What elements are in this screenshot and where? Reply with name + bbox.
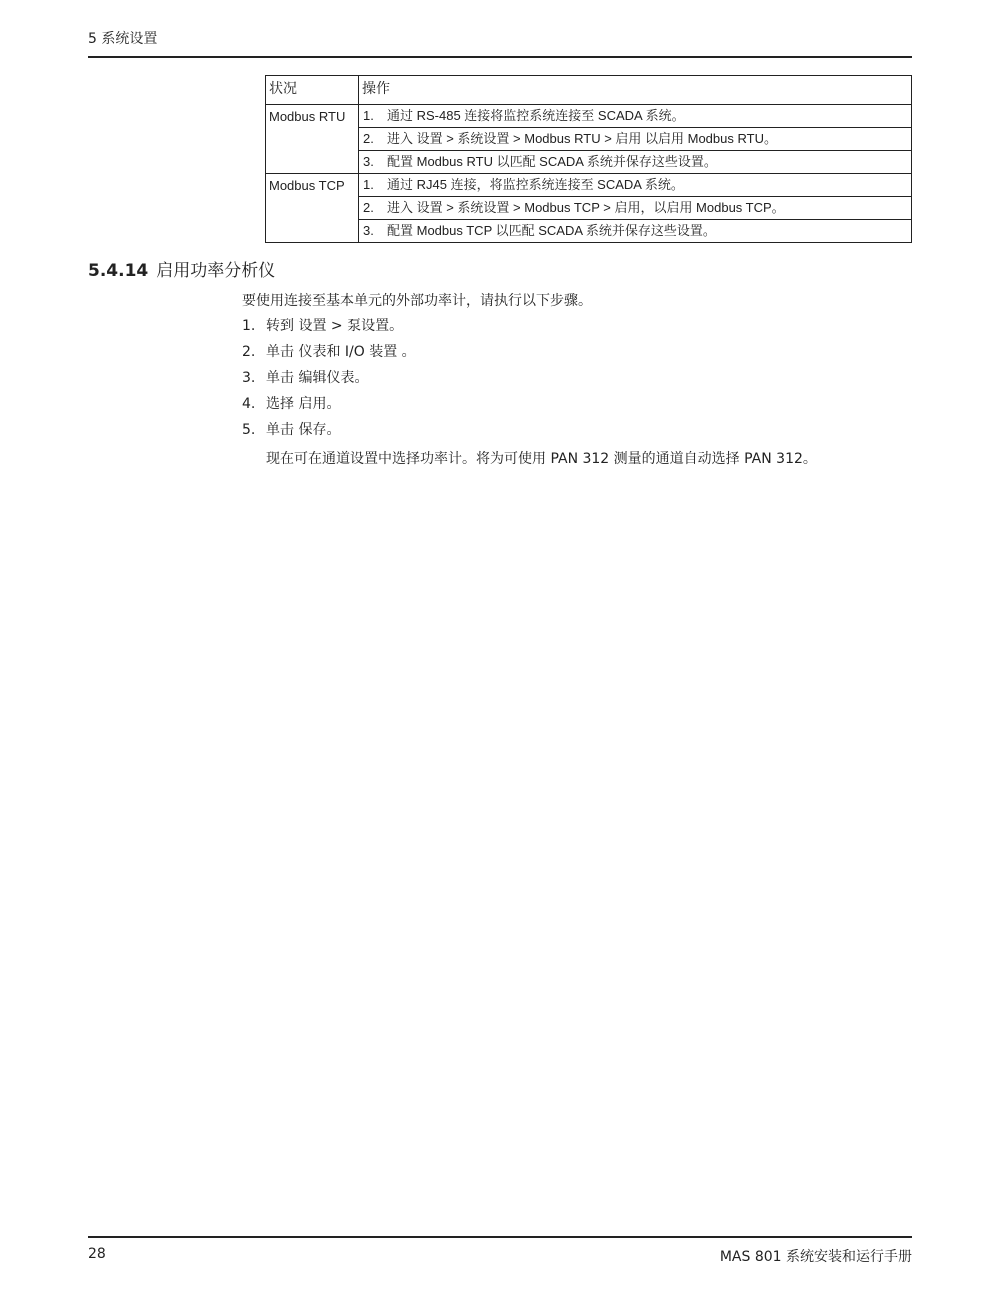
step-text: 选择 启用。 [266,396,341,412]
list-item [242,342,416,368]
action-step [359,196,911,219]
list-item [242,368,416,394]
action-step-text: 配置 Modbus RTU 以匹配 SCADA 系统并保存这些设置。 [387,154,717,169]
action-step [359,127,911,150]
step-number: 3. [242,370,256,386]
modbus-steps-table [265,75,912,243]
action-step [359,105,911,127]
page-number: 28 [88,1246,106,1262]
section-number: 5.4.14 [88,261,149,281]
action-step-number: 2. [363,200,374,215]
section-intro: 要使用连接至基本单元的外部功率计，请执行以下步骤。 [242,293,592,309]
table-header-condition: 状况 [266,76,359,105]
action-step-text: 进入 设置 > 系统设置 > Modbus TCP > 启用，以启用 Modbus TCP。 [387,200,785,215]
action-step-number: 1. [363,108,374,123]
table-cell-condition: Modbus RTU [266,105,359,174]
section-heading [88,256,275,281]
table-row [266,174,912,243]
chapter-header: 5 系统设置 [88,31,158,47]
step-number: 5. [242,422,256,438]
action-step-text: 通过 RS-485 连接将监控系统连接至 SCADA 系统。 [387,108,685,123]
action-step-number: 3. [363,154,374,169]
list-item [242,420,416,446]
table-cell-condition: Modbus TCP [266,174,359,243]
step-result: 现在可在通道设置中选择功率计。将为可使用 PAN 312 测量的通道自动选择 PAN 312。 [266,451,817,467]
step-number: 2. [242,344,256,360]
table-header-row [266,76,912,105]
step-number: 4. [242,396,256,412]
table-cell-actions [359,105,912,174]
step-number: 1. [242,318,256,334]
action-step-text: 进入 设置 > 系统设置 > Modbus RTU > 启用 以启用 Modbus RTU。 [387,131,777,146]
table-header-action: 操作 [359,76,912,105]
footer-divider [88,1236,912,1238]
action-step [359,150,911,173]
table-cell-actions [359,174,912,243]
document-title: MAS 801 系统安装和运行手册 [719,1249,912,1265]
action-step [359,219,911,242]
action-step-number: 1. [363,177,374,192]
list-item [242,394,416,420]
action-step-number: 2. [363,131,374,146]
action-step-number: 3. [363,223,374,238]
section-title: 启用功率分析仪 [156,261,276,281]
procedure-steps [242,316,416,446]
step-text: 单击 仪表和 I/O 装置 。 [266,344,416,360]
step-text: 单击 保存。 [266,422,341,438]
action-step-text: 配置 Modbus TCP 以匹配 SCADA 系统并保存这些设置。 [387,223,716,238]
action-step-text: 通过 RJ45 连接，将监控系统连接至 SCADA 系统。 [387,177,684,192]
step-text: 转到 设置 > 泵设置。 [266,318,404,334]
step-text: 单击 编辑仪表。 [266,370,369,386]
header-divider [88,56,912,58]
table-row [266,105,912,174]
action-step [359,174,911,196]
list-item [242,316,416,342]
